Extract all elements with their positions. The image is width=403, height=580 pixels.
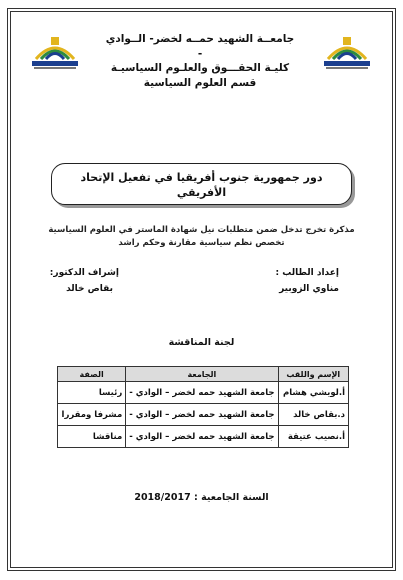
faculty-name: كليـة الحقـــوق والعلـوم السياسيـة: [110, 62, 290, 74]
logo-caption-bar: [324, 61, 370, 66]
table-row: [58, 404, 349, 426]
thesis-title-box: [51, 163, 352, 205]
university-header: [105, 32, 295, 90]
member-university: جامعة الشهيد حمه لخضر – الوادي -: [126, 404, 278, 426]
committee-heading: لجنة المناقشة: [168, 337, 235, 348]
student-name: مناوي الزوبير: [279, 284, 339, 294]
table-row: [58, 382, 349, 404]
logo-caption-line: [34, 67, 76, 69]
logo-emblem-icon: [324, 33, 370, 63]
member-university: جامعة الشهيد حمه لخضر – الوادي -: [126, 426, 278, 448]
logo-caption-line: [326, 67, 368, 69]
memo-description: [30, 224, 373, 250]
member-name: أ.نصيب عتيقة: [278, 426, 348, 448]
student-label: إعداد الطالب :: [275, 268, 339, 278]
memo-line2: تخصص نظم سياسية مقارنة وحكم راشد: [118, 238, 285, 248]
member-role: مناقشا: [58, 426, 126, 448]
member-university: جامعة الشهيد حمه لخضر – الوادي -: [126, 382, 278, 404]
university-logo-left: [32, 33, 78, 73]
supervisor-name: بقاص خالد: [66, 284, 113, 294]
committee-header-row: [58, 367, 349, 382]
member-name: د.بقاص خالد: [278, 404, 348, 426]
member-name: أ.لويشي هشام: [278, 382, 348, 404]
university-logo-right: [324, 33, 370, 73]
member-role: رئيسا: [58, 382, 126, 404]
thesis-title-line1: دور جمهورية جنوب أفريقيا في تفعيل الإتحاد: [80, 171, 323, 184]
column-header-name: الإسم واللقب: [278, 367, 348, 382]
table-row: [58, 426, 349, 448]
memo-line1: مذكرة تخرج تدخل ضمن متطلبات نيل شهادة الماستر في العلوم السياسية: [48, 225, 355, 235]
supervisor-label: إشراف الدكتور:: [49, 268, 119, 278]
member-role: مشرفا ومقررا: [58, 404, 126, 426]
thesis-title: [52, 170, 351, 200]
logo-caption-bar: [32, 61, 78, 66]
department-name: قسم العلوم السياسية: [143, 76, 257, 89]
logo-emblem-icon: [32, 33, 78, 63]
thesis-title-line2: الأفريقي: [176, 186, 227, 199]
university-name: جامعــة الشهيد حمــه لخضر- الــوادي -: [105, 33, 295, 60]
academic-year: السنة الجامعية : 2018/2017: [134, 492, 269, 503]
committee-table: [57, 366, 349, 448]
column-header-role: الصفة: [58, 367, 126, 382]
column-header-university: الجامعة: [126, 367, 278, 382]
